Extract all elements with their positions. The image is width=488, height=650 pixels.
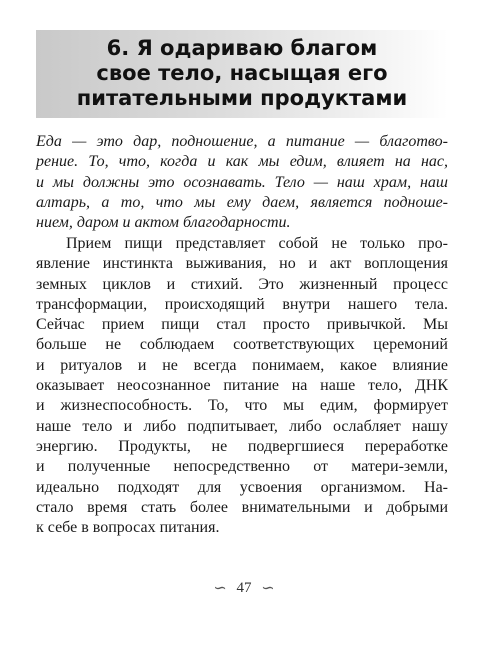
chapter-title-line: питательными продуктами bbox=[76, 86, 408, 110]
paragraph-line: стало время стать более внимательными и добрыми bbox=[36, 498, 448, 516]
epigraph-line: Еда — это дар, подношение, а питание — благотво- bbox=[36, 133, 448, 150]
chapter-title-line: свое тело, насыщая его bbox=[96, 61, 388, 85]
epigraph-line: рение. То, что, когда и как мы едим, влияет на нас, bbox=[36, 153, 448, 171]
paragraph-line: оказывает неосознанное питание на наше тело, ДНК bbox=[36, 377, 448, 395]
paragraph-line: наше тело и либо подпитывает, либо ослабляет нашу bbox=[36, 417, 448, 435]
paragraph-line: идеально подходят для усвоения организмом. На- bbox=[36, 478, 448, 496]
epigraph-line: алтарь, а то, что мы ему даем, является подноше- bbox=[36, 193, 448, 211]
paragraph-line: трансформации, происходящий внутри нашего тела. bbox=[36, 295, 448, 313]
paragraph-line: Сейчас прием пищи стал просто привычкой. Мы bbox=[36, 316, 448, 334]
body-paragraph bbox=[36, 234, 448, 538]
paragraph-line: к себе в вопросах питания. bbox=[36, 519, 220, 537]
epigraph-line: нием, даром и актом благодарности. bbox=[36, 214, 291, 232]
paragraph-line: земных циклов и стихий. Это жизненный процесс bbox=[36, 275, 448, 293]
page-footer bbox=[0, 578, 488, 598]
page-number: 47 bbox=[236, 579, 252, 596]
epigraph-line: и мы должны это осознавать. Тело — наш храм, наш bbox=[36, 173, 448, 191]
chapter-title-line: 6. Я одариваю благом bbox=[106, 36, 378, 60]
epigraph bbox=[36, 132, 448, 233]
paragraph-line: больше не соблюдаем соответствующих церемоний bbox=[36, 336, 448, 354]
paragraph-line: явление инстинкта выживания, но и акт воплощения bbox=[36, 255, 448, 273]
paragraph-line: энергию. Продукты, не подвергшиеся переработке bbox=[36, 437, 448, 455]
ornament-left-icon: ∽ bbox=[213, 580, 227, 597]
ornament-right-icon: ∽ bbox=[261, 580, 275, 597]
paragraph-line: и ритуалов и не всегда понимаем, какое влияние bbox=[36, 356, 448, 374]
paragraph-line: Прием пищи представляет собой не только про- bbox=[66, 235, 448, 252]
chapter-title bbox=[36, 36, 448, 111]
paragraph-line: и полученные непосредственно от матери-земли, bbox=[36, 458, 448, 476]
paragraph-line: и жизнеспособность. То, что мы едим, формирует bbox=[36, 397, 448, 415]
